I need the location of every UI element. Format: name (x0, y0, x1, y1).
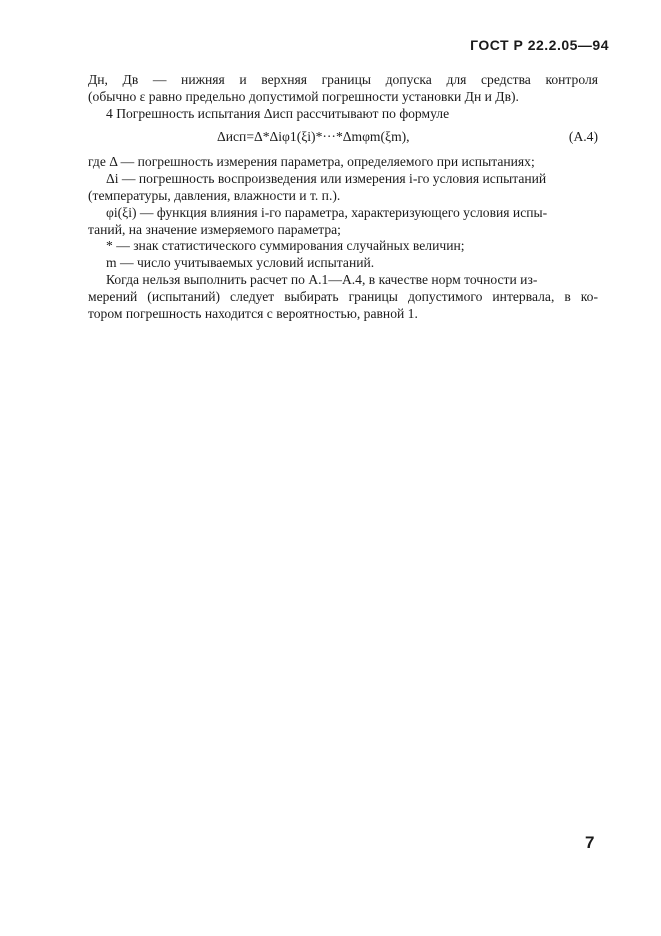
text-line: * — знак статистического суммирования случайных величин; (106, 238, 465, 254)
text-line: Когда нельзя выполнить расчет по А.1—А.4, в качестве норм точности из- (106, 271, 538, 287)
text-line: 4 Погрешность испытания Δисп рассчитывают по формуле (106, 105, 450, 121)
text-line: (обычно ε равно предельно допустимой погрешности установки Дн и Дв). (88, 88, 519, 104)
text-line: φi(ξi) — функция влияния i-го параметра, характеризующего условия испы- (106, 204, 548, 220)
body-text (88, 72, 598, 322)
equation-number: (А.4) (568, 129, 598, 145)
text-line: тором погрешность находится с вероятностью, равной 1. (88, 305, 418, 321)
text-line: где Δ — погрешность измерения параметра, определяемого при испытаниях; (88, 154, 535, 170)
text-line: (температуры, давления, влажности и т. п.). (88, 187, 341, 203)
formula-block (88, 126, 598, 150)
text-line: Δi — погрешность воспроизведения или измерения i-го условия испытаний (106, 171, 547, 187)
text-line: таний, на значение измеряемого параметра; (88, 221, 341, 237)
text-line: Дн, Дв — нижняя и верхняя границы допуска для средства контроля (88, 72, 598, 87)
document-code-header: ГОСТ Р 22.2.05—94 (470, 37, 609, 53)
text-line: m — число учитываемых условий испытаний. (106, 255, 375, 271)
text-line: мерений (испытаний) следует выбирать границы допустимого интервала, в ко- (88, 288, 598, 304)
formula: Δисп=Δ*Δiφ1(ξi)*···*Δmφm(ξm), (217, 129, 410, 145)
page-number: 7 (585, 833, 595, 852)
